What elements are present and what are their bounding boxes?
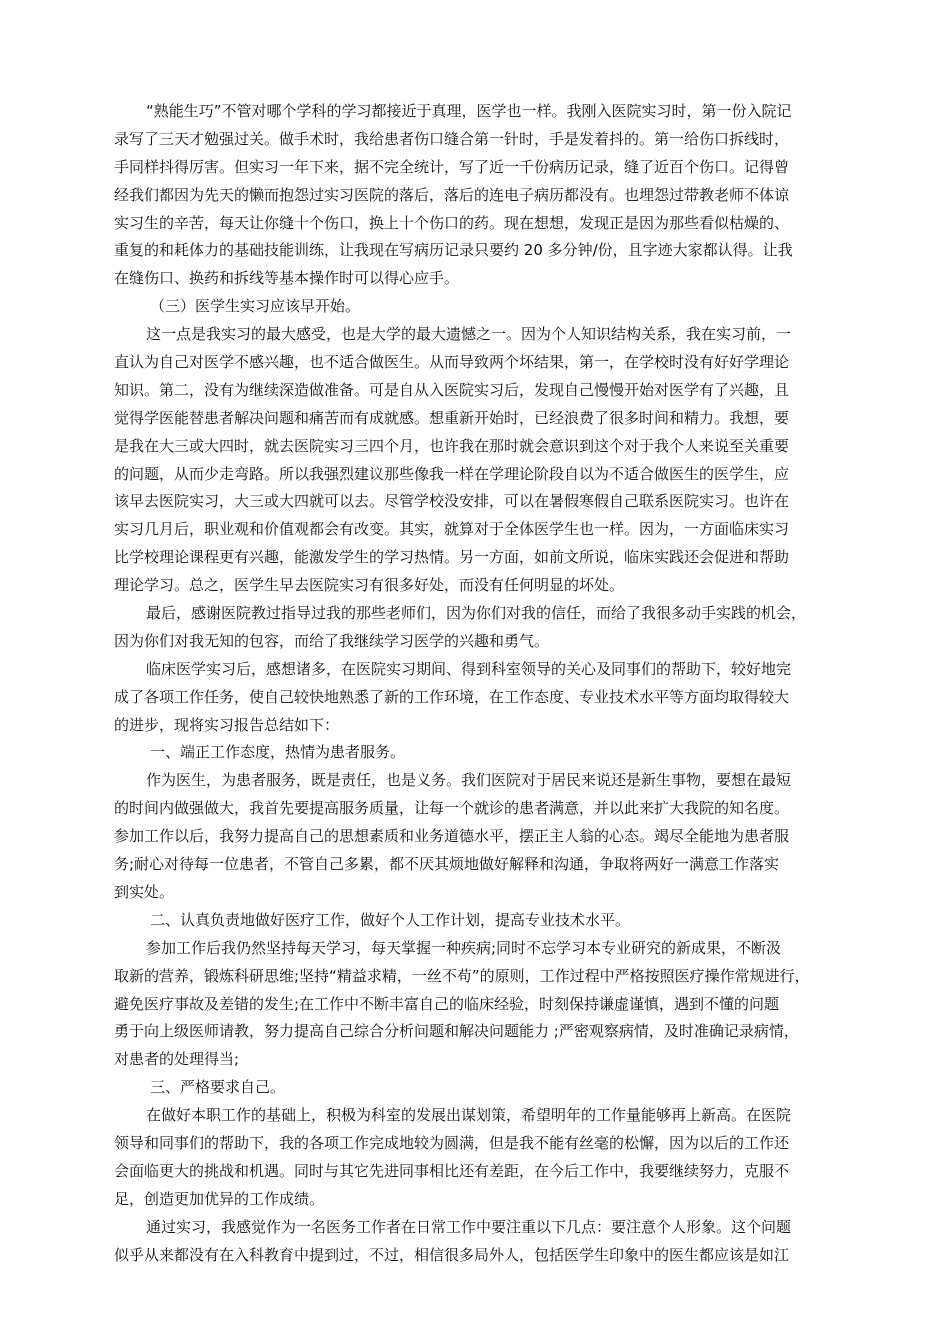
section-heading: 三、严格要求自己。 [150, 1078, 286, 1097]
text-line: 到实处。 [114, 882, 175, 901]
text-line: 直认为自己对医学不感兴趣，也不适合做医生。从而导致两个坏结果，第一，在学校时没有好好学理论 [114, 353, 790, 372]
text-line: 最后，感谢医院教过指导过我的那些老师们，因为你们对我的信任，而给了我很多动手实践的机会， [146, 604, 807, 623]
text-line: 经我们都因为先天的懒而抱怨过实习医院的落后，落后的连电子病历都没有。也埋怨过带教老师不体谅 [114, 185, 790, 204]
document-page [114, 98, 836, 1269]
text-line: 重复的和耗体力的基础技能训练，让我现在写病历记录只要约 20 多分钟/份，且字迹大家都认得。让我 [114, 241, 793, 260]
text-line: 知识。第二，没有为继续深造做准备。可是自从入医院实习后，发现自己慢慢开始对医学有了兴趣，且 [114, 380, 790, 399]
section-heading: （三）医学生实习应该早开始。 [150, 297, 361, 316]
text-line: 通过实习，我感觉作为一名医务工作者在日常工作中要注重以下几点：要注意个人形象。这个问题 [146, 1217, 792, 1236]
text-line: “熟能生巧”不管对哪个学科的学习都接近于真理，医学也一样。我刚入医院实习时，第一份入院记 [146, 102, 792, 120]
text-line: 的问题，从而少走弯路。所以我强烈建议那些像我一样在学理论阶段自以为不适合做医生的医学生，应 [114, 464, 790, 483]
text-line: 这一点是我实习的最大感受，也是大学的最大遗憾之一。因为个人知识结构关系，我在实习前，一 [146, 325, 792, 344]
text-line: 务;耐心对待每一位患者，不管自己多累，都不厌其烦地做好解释和沟通，争取将两好一满意工作落实 [114, 855, 780, 874]
text-line: 因为你们对我无知的包容，而给了我继续学习医学的兴趣和勇气。 [114, 631, 550, 650]
text-line: 比学校理论课程更有兴趣，能激发学生的学习热情。另一方面，如前文所说，临床实践还会促进和帮助 [114, 548, 790, 567]
text-line: 在缝伤口、换药和拆线等基本操作时可以得心应手。 [114, 269, 460, 288]
text-line: 参加工作以后，我努力提高自己的思想素质和业务道德水平，摆正主人翁的心态。竭尽全能地为患者服 [114, 827, 790, 846]
text-line: 录写了三天才勉强过关。做手术时，我给患者伤口缝合第一针时，手是发着抖的。第一给伤口拆线时， [114, 129, 790, 148]
text-line: 会面临更大的挑战和机遇。同时与其它先进同事相比还有差距，在今后工作中，我要继续努力，克服不 [114, 1161, 790, 1180]
text-line: 勇于向上级医师请教，努力提高自己综合分析问题和解决问题能力 ;严密观察病情，及时准确记录病情， [114, 1022, 799, 1041]
text-line: 足，创造更加优异的工作成绩。 [114, 1189, 325, 1208]
text-line: 实习生的辛苦，每天让你缝十个伤口，换上十个伤口的药。现在想想，发现正是因为那些看似枯燥的、 [114, 213, 790, 232]
text-line: 的时间内做强做大，我首先要提高服务质量，让每一个就诊的患者满意，并以此来扩大我院的知名度。 [114, 799, 790, 818]
section-heading: 一、端正工作态度，热情为患者服务。 [150, 743, 406, 762]
text-line: 似乎从来都没有在入科教育中提到过，不过，相信很多局外人，包括医学生印象中的医生都应该是如江 [114, 1245, 790, 1264]
text-line: 手同样抖得厉害。但实习一年下来，据不完全统计，写了近一千份病历记录，缝了近百个伤口。记得曾 [114, 157, 790, 176]
text-line: 领导和同事们的帮助下，我的各项工作完成地较为圆满，但是我不能有丝毫的松懈，因为以后的工作还 [114, 1133, 790, 1152]
text-line: 在做好本职工作的基础上，积极为科室的发展出谋划策，希望明年的工作量能够再上新高。在医院 [146, 1106, 792, 1125]
text-line: 是我在大三或大四时，就去医院实习三四个月，也许我在那时就会意识到这个对于我个人来说至关重要 [114, 436, 790, 455]
section-heading: 二、认真负责地做好医疗工作，做好个人工作计划，提高专业技术水平。 [150, 910, 631, 929]
text-line: 该早去医院实习，大三或大四就可以去。尽管学校没安排，可以在暑假寒假自己联系医院实习。也许在 [114, 492, 790, 511]
text-line: 觉得学医能替患者解决问题和痛苦而有成就感。想重新开始时，已经浪费了很多时间和精力。我想，要 [114, 408, 790, 427]
text-line: 实习几月后，职业观和价值观都会有改变。其实，就算对于全体医学生也一样。因为，一方面临床实习 [114, 520, 790, 539]
text-line: 参加工作后我仍然坚持每天学习，每天掌握一种疾病;同时不忘学习本专业研究的新成果，不断汲 [146, 938, 782, 957]
text-line: 成了各项工作任务，使自己较快地熟悉了新的工作环境，在工作态度、专业技术水平等方面均取得较大 [114, 687, 790, 706]
text-line: 避免医疗事故及差错的发生;在工作中不断丰富自己的临床经验，时刻保持谦虚谨慎，遇到不懂的问题 [114, 994, 780, 1013]
text-line: 对患者的处理得当; [114, 1050, 240, 1069]
text-line: 取新的营养，锻炼科研思维;坚持“精益求精，一丝不苟”的原则，工作过程中严格按照医疗操作常规进行， [114, 966, 810, 985]
text-line: 的进步，现将实习报告总结如下： [114, 715, 340, 734]
text-line: 作为医生，为患者服务，既是责任，也是义务。我们医院对于居民来说还是新生事物，要想在最短 [146, 771, 792, 790]
text-line: 理论学习。总之，医学生早去医院实习有很多好处，而没有任何明显的坏处。 [114, 576, 625, 595]
text-line: 临床医学实习后，感想诸多，在医院实习期间、得到科室领导的关心及同事们的帮助下，较好地完 [146, 659, 792, 678]
